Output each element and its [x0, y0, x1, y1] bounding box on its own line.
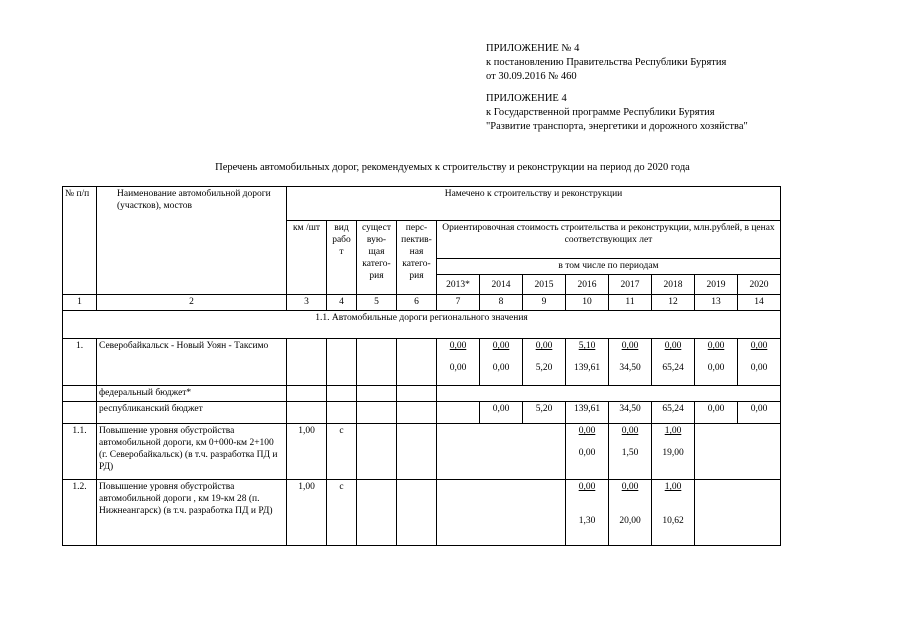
value: 5,20 — [535, 363, 553, 373]
value: 0,00 — [621, 426, 639, 436]
value: 0,00 — [492, 341, 510, 351]
value: 0,00 — [707, 341, 725, 351]
appendix-line: ПРИЛОЖЕНИЕ 4 — [486, 93, 567, 104]
row-name: Повышение уровня обустройства автомобильной дороги , км 19-км 28 (п. Нижнеангарск) (в т.ч. разработка ПД и РД) — [97, 480, 287, 546]
section-title: 1.1. Автомобильные дороги регионального значения — [63, 311, 781, 339]
header-periods: в том числе по периодам — [437, 259, 781, 275]
value: 1,00 — [664, 426, 682, 436]
value: 5,10 — [578, 341, 596, 351]
year-header: 2013* — [437, 275, 480, 295]
column-number: 6 — [397, 295, 437, 311]
appendix-line: к Государственной программе Республики Бурятия — [486, 107, 715, 118]
value: 65,24 — [652, 402, 695, 424]
value: 0,00 — [738, 402, 781, 424]
row-km: 1,00 — [287, 424, 327, 480]
value: 0,00 — [707, 363, 725, 373]
value: 0,00 — [664, 341, 682, 351]
value: 1,50 — [621, 448, 639, 458]
roads-table — [62, 186, 781, 546]
value: 0,00 — [750, 363, 768, 373]
header-name: Наименование автомобильной дороги (участков), мостов — [97, 187, 287, 295]
row-name: Северобайкальск - Новый Уоян - Таксимо — [97, 339, 287, 386]
header-planned: Намечено к строительству и реконструкции — [287, 187, 781, 221]
value: 1,30 — [578, 516, 596, 526]
republic-budget-label: республиканский бюджет — [97, 402, 287, 424]
federal-budget-label: федеральный бюджет* — [97, 386, 287, 402]
value: 0,00 — [750, 341, 768, 351]
value: 0,00 — [695, 402, 738, 424]
value: 139,61 — [573, 363, 601, 373]
value: 0,00 — [578, 426, 596, 436]
row-num: 1.1. — [63, 424, 97, 480]
column-number: 10 — [566, 295, 609, 311]
column-number: 14 — [738, 295, 781, 311]
row-work-type: с — [327, 424, 357, 480]
appendix-line: ПРИЛОЖЕНИЕ № 4 — [486, 43, 580, 54]
column-number: 13 — [695, 295, 738, 311]
value: 1,00 — [664, 482, 682, 492]
row-num: 1. — [63, 339, 97, 386]
table-row — [63, 480, 781, 546]
column-number: 11 — [609, 295, 652, 311]
header-existing-category: сущест вую- щая катего- рия — [357, 221, 397, 295]
row-km: 1,00 — [287, 480, 327, 546]
value: 10,62 — [662, 516, 684, 526]
value: 0,00 — [535, 341, 553, 351]
column-number: 8 — [480, 295, 523, 311]
appendix-line: "Развитие транспорта, энергетики и дорожного хозяйства" — [486, 121, 748, 132]
value: 0,00 — [578, 482, 596, 492]
column-number: 1 — [63, 295, 97, 311]
value: 65,24 — [662, 363, 684, 373]
value: 0,00 — [621, 341, 639, 351]
value: 139,61 — [566, 402, 609, 424]
header-prospective-category: перс- пектив- ная катего- рия — [397, 221, 437, 295]
year-header: 2015 — [523, 275, 566, 295]
year-header: 2016 — [566, 275, 609, 295]
value: 19,00 — [662, 448, 684, 458]
row-name: Повышение уровня обустройства автомобильной дороги, км 0+000-км 2+100 (г. Северобайкальск) (в т.ч. разработка ПД и РД) — [97, 424, 287, 480]
row-num: 1.2. — [63, 480, 97, 546]
header-work-type: вид рабо т — [327, 221, 357, 295]
appendix-line: от 30.09.2016 № 460 — [486, 71, 577, 82]
value: 34,50 — [619, 363, 641, 373]
value: 20,00 — [619, 516, 641, 526]
table-row — [63, 339, 781, 386]
value: 0,00 — [449, 363, 467, 373]
value: 34,50 — [609, 402, 652, 424]
year-header: 2019 — [695, 275, 738, 295]
column-number: 4 — [327, 295, 357, 311]
value: 0,00 — [480, 402, 523, 424]
column-number: 9 — [523, 295, 566, 311]
row-work-type: с — [327, 480, 357, 546]
column-number: 12 — [652, 295, 695, 311]
document-title: Перечень автомобильных дорог, рекомендуемых к строительству и реконструкции на период до 2020 года — [215, 162, 690, 173]
value: 0,00 — [578, 448, 596, 458]
header-num: № п/п — [63, 187, 97, 295]
year-header: 2014 — [480, 275, 523, 295]
table-row — [63, 424, 781, 480]
appendix-header — [486, 42, 748, 134]
value: 0,00 — [492, 363, 510, 373]
header-cost: Ориентировочная стоимость строительства и реконструкции, млн.рублей, в ценах соответствующих лет — [437, 221, 781, 259]
value: 0,00 — [621, 482, 639, 492]
table-row — [63, 402, 781, 424]
year-header: 2020 — [738, 275, 781, 295]
column-number: 7 — [437, 295, 480, 311]
year-header: 2018 — [652, 275, 695, 295]
appendix-line: к постановлению Правительства Республики Бурятия — [486, 57, 727, 68]
column-number: 3 — [287, 295, 327, 311]
column-number: 5 — [357, 295, 397, 311]
column-number: 2 — [97, 295, 287, 311]
value: 0,00 — [449, 341, 467, 351]
header-km: км /шт — [287, 221, 327, 295]
value: 5,20 — [523, 402, 566, 424]
year-header: 2017 — [609, 275, 652, 295]
